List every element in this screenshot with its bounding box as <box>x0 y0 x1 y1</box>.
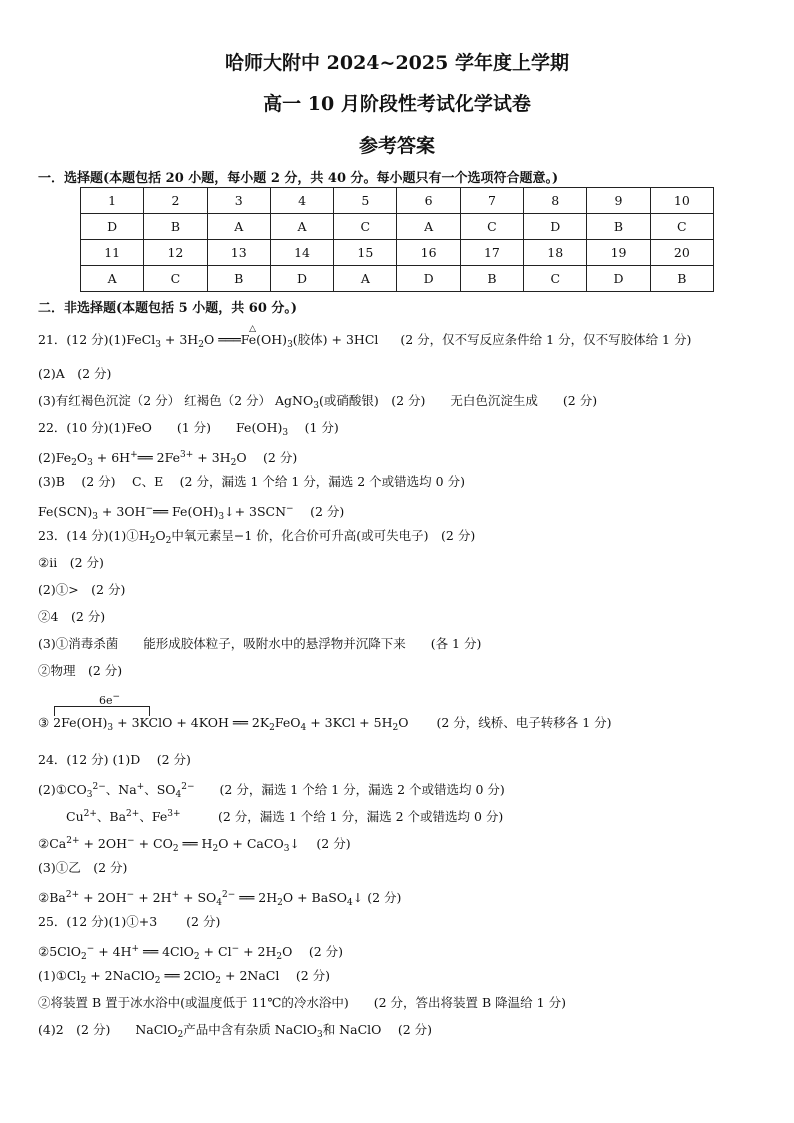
q24-line2: $(2)①CO_3^{2-}$、Na+、$SO_4^{2-}$ (2 分，漏选 1 个给 1 分，漏选 2 个或错选均 0 分) <box>38 782 505 800</box>
q21-line3: (3)有红褐色沉淀（2 分） 红褐色（2 分） AgNO$_3$(或硝酸银) (2 分) 无白色沉淀生成 (2 分) <box>38 393 598 411</box>
answer-table-cell: C <box>144 266 207 292</box>
answer-table-cell: A <box>81 266 144 292</box>
answer-table-cell: 2 <box>144 188 207 214</box>
answer-table-cell: D <box>81 214 144 240</box>
answer-table-cell: A <box>270 214 333 240</box>
answer-table-row <box>81 188 714 214</box>
q25-line5: (4)2 (2 分) NaClO$_2$产品中含有杂质 NaClO$_3$和 NaClO (2 分) <box>38 1022 433 1040</box>
section2-title: 二．非选择题(本题包括 5 小题，共 60 分。) <box>38 301 298 316</box>
answer-table-cell: B <box>650 266 713 292</box>
answer-table-cell: 7 <box>460 188 523 214</box>
answer-table-row <box>81 240 714 266</box>
answer-table-cell: A <box>207 214 270 240</box>
answer-table-cell: 10 <box>650 188 713 214</box>
electron-transfer-label: 6e− <box>99 692 121 707</box>
q21-line2: (2)A (2 分) <box>38 366 112 381</box>
answer-table-row <box>81 214 714 240</box>
answer-table-cell: 11 <box>81 240 144 266</box>
answer-table-cell: D <box>270 266 333 292</box>
q23-line6: ②物理 (2 分) <box>38 663 123 678</box>
q22-line1: 22．(10 分)(1)FeO (1 分) $Fe(OH)_3$ (1 分) <box>38 420 339 438</box>
q23-line7: ③ $2Fe(OH)_3$ + 3KClO + 4KOH ══ $2K_2FeO_4 + 3KCl + 5H_2O$ (2 分，线桥、电子转移各 1 分) <box>38 715 612 733</box>
q22-line4: $Fe(SCN)_3$ + 3OH−══ $Fe(OH)_3↓+ 3SCN^-$ (2 分) <box>38 504 345 522</box>
q25-line3: $(1)①Cl_2$ + 2NaClO$_2$ ══ 2ClO$_2$ + 2NaCl (2 分) <box>38 968 331 986</box>
q25-line2: ②5ClO$_2$− + 4H+ ══ $4ClO_2 + Cl^- + 2H_2O$ (2 分) <box>38 944 344 962</box>
answer-table-cell: B <box>207 266 270 292</box>
q24-line6: $②Ba^{2+} + 2OH^- + 2H^+ + SO_4^{2-}$ ══ $2H_2O$ + BaSO$_4$↓ (2 分) <box>38 890 402 908</box>
answer-table-cell: 17 <box>460 240 523 266</box>
answer-table-cell: B <box>587 214 650 240</box>
q21-line1: 21．(12 分)(1)FeCl$_3$ + $3H_2O$ △ $═══Fe(OH)_3$(胶体) + 3HCl (2 分，仅不写反应条件给 1 分，仅不写胶体给 1 分) <box>38 332 691 353</box>
q25-line4: ②将装置 B 置于冰水浴中(或温度低于 11℃的冷水浴中) (2 分，答出将装置 B 降温给 1 分) <box>38 995 566 1010</box>
answer-table <box>80 187 714 292</box>
answer-table-row <box>81 266 714 292</box>
answer-table-cell: A <box>397 214 460 240</box>
school-title: 哈师大附中 2024~2025 学年度上学期 <box>225 52 569 74</box>
answer-table-cell: C <box>334 214 397 240</box>
answer-table-cell: 3 <box>207 188 270 214</box>
exam-title: 高一 10 月阶段性考试化学试卷 <box>263 93 531 115</box>
answer-title: 参考答案 <box>358 135 435 157</box>
answer-table-cell: C <box>650 214 713 240</box>
q25-line1: 25．(12 分)(1)①+3 (2 分) <box>38 914 221 929</box>
answer-table-cell: C <box>460 214 523 240</box>
answer-table-cell: 15 <box>334 240 397 266</box>
answer-table-cell: 8 <box>524 188 587 214</box>
answer-table-cell: 12 <box>144 240 207 266</box>
answer-table-cell: D <box>587 266 650 292</box>
answer-table-cell: 18 <box>524 240 587 266</box>
q24-line5: (3)①乙 (2 分) <box>38 860 128 875</box>
answer-table-cell: 16 <box>397 240 460 266</box>
q22-line3: (3)B (2 分) C、E (2 分，漏选 1 个给 1 分，漏选 2 个或错选均 0 分) <box>38 474 465 489</box>
answer-table-cell: A <box>334 266 397 292</box>
q22-line2: $(2)Fe_2O_3$ + 6H+══ $2Fe^{3+} + 3H_2O$ (2 分) <box>38 450 298 468</box>
answer-table-cell: B <box>144 214 207 240</box>
answer-table-cell: 6 <box>397 188 460 214</box>
answer-table-cell: 5 <box>334 188 397 214</box>
answer-table-cell: D <box>397 266 460 292</box>
answer-table-cell: 14 <box>270 240 333 266</box>
heat-symbol: △ <box>249 324 257 334</box>
q24-line3: $Cu^{2+}$、$Ba^{2+}$、$Fe^{3+}$ (2 分，漏选 1 个给 1 分，漏选 2 个或错选均 0 分) <box>66 809 504 824</box>
q23-line1: 23．(14 分)$(1)①H_2O_2$中氧元素呈−1 价，化合价可升高(或可失电子) (2 分) <box>38 528 476 546</box>
q24-line4: $②Ca^{2+} + 2OH^- + CO_2$ ══ $H_2O$ + CaCO$_3$↓ (2 分) <box>38 836 351 854</box>
q23-line5: (3)①消毒杀菌 能形成胶体粒子，吸附水中的悬浮物并沉降下来 (各 1 分) <box>38 636 482 651</box>
q24-line1: 24．(12 分) (1)D (2 分) <box>38 752 191 767</box>
answer-table-cell: B <box>460 266 523 292</box>
q23-line3: (2)①> (2 分) <box>38 582 126 597</box>
answer-table-cell: 9 <box>587 188 650 214</box>
answer-table-cell: 1 <box>81 188 144 214</box>
q23-line4: ②4 (2 分) <box>38 609 106 624</box>
answer-table-cell: 19 <box>587 240 650 266</box>
answer-table-cell: 20 <box>650 240 713 266</box>
answer-table-cell: 13 <box>207 240 270 266</box>
answer-table-cell: 4 <box>270 188 333 214</box>
q23-line2: ②ⅱ (2 分) <box>38 555 104 570</box>
section1-title: 一．选择题(本题包括 20 小题，每小题 2 分，共 40 分。每小题只有一个选项符合题意。) <box>38 171 559 186</box>
answer-table-cell: D <box>524 214 587 240</box>
answer-table-cell: C <box>524 266 587 292</box>
